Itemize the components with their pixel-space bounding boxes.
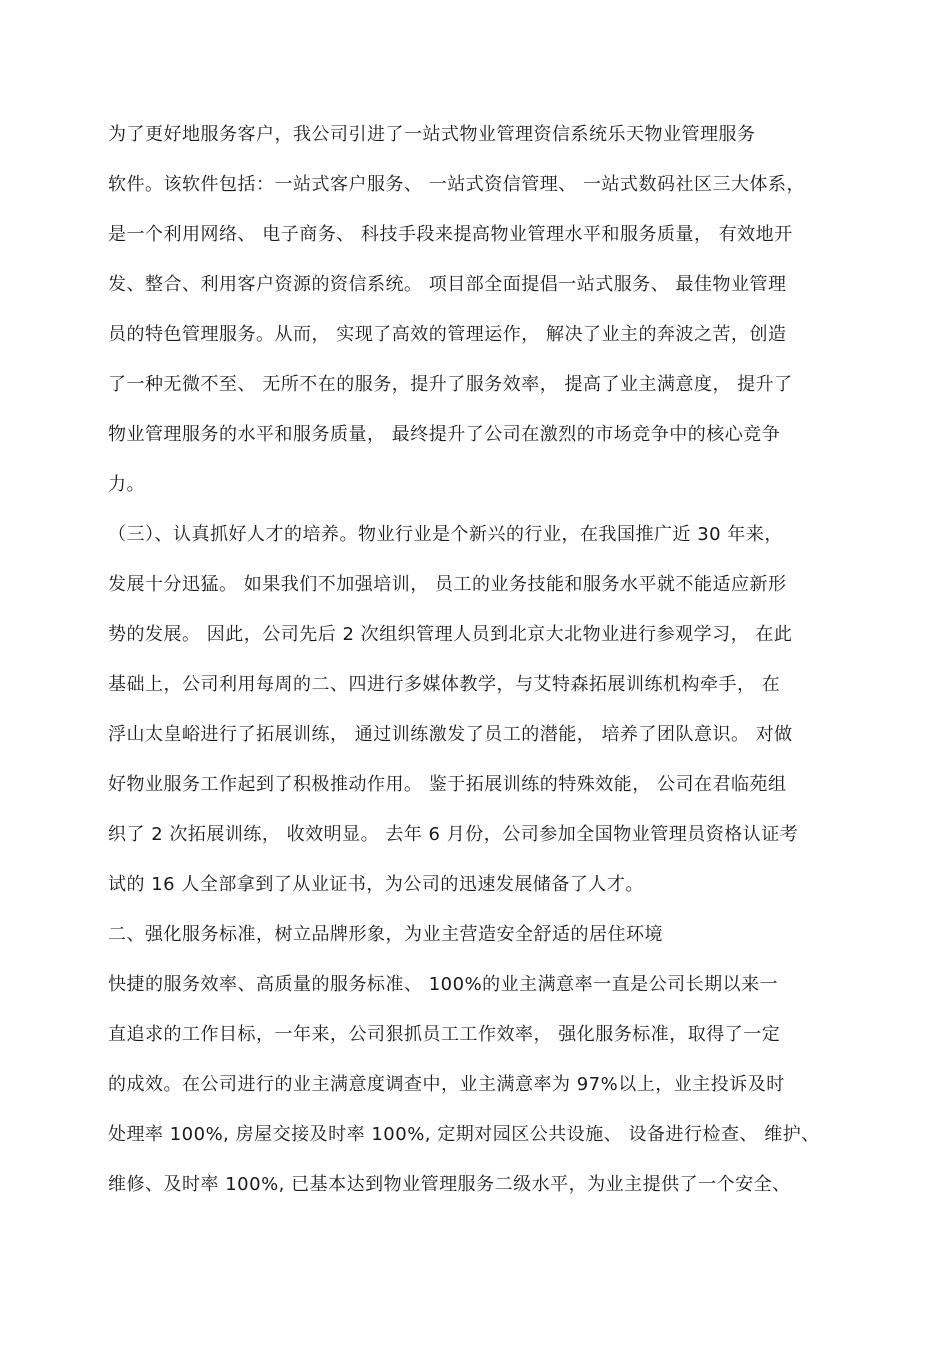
text-line: 物业管理服务的水平和服务质量， 最终提升了公司在激烈的市场竞争中的核心竞争 [108,424,781,445]
text-line: 基础上，公司利用每周的二、四进行多媒体教学，与艾特森拓展训练机构牵手， 在 [108,674,781,695]
text-line: 处理率 100%, 房屋交接及时率 100%, 定期对园区公共设施、 设备进行检查、 维护、 [108,1124,820,1145]
text-line: 员的特色管理服务。从而， 实现了高效的管理运作， 解决了业主的奔波之苦，创造 [108,324,787,345]
text-line: 力。 [108,474,145,495]
text-line: 织了 2 次拓展训练， 收效明显。 去年 6 月份，公司参加全国物业管理员资格认证考 [108,824,799,845]
text-line: 势的发展。 因此，公司先后 2 次组织管理人员到北京大北物业进行参观学习， 在此 [108,624,793,645]
text-line: （三）、认真抓好人才的培养。物业行业是个新兴的行业，在我国推广近 30 年来， [108,524,783,545]
text-line: 维修、及时率 100%, 已基本达到物业管理服务二级水平，为业主提供了一个安全、 [108,1174,791,1195]
text-line: 是一个利用网络、 电子商务、 科技手段来提高物业管理水平和服务质量， 有效地开 [108,224,793,245]
text-line: 发展十分迅猛。 如果我们不加强培训， 员工的业务技能和服务水平就不能适应新形 [108,574,787,595]
text-line: 了一种无微不至、 无所不在的服务，提升了服务效率， 提高了业主满意度， 提升了 [108,374,793,395]
text-line: 软件。该软件包括：一站式客户服务、 一站式资信管理、 一站式数码社区三大体系， [108,174,805,195]
text-line: 直追求的工作目标，一年来，公司狠抓员工工作效率， 强化服务标准，取得了一定 [108,1024,781,1045]
text-line: 好物业服务工作起到了积极推动作用。 鉴于拓展训练的特殊效能， 公司在君临苑组 [108,774,787,795]
text-line: 快捷的服务效率、高质量的服务标准、 100%的业主满意率一直是公司长期以来一 [108,974,779,995]
text-line: 浮山太皇峪进行了拓展训练， 通过训练激发了员工的潜能， 培养了团队意识。 对做 [108,724,793,745]
text-line: 试的 16 人全部拿到了从业证书，为公司的迅速发展储备了人才。 [108,874,644,895]
section-heading: 二、强化服务标准，树立品牌形象，为业主营造安全舒适的居住环境 [108,924,663,945]
text-line: 为了更好地服务客户，我公司引进了一站式物业管理资信系统乐天物业管理服务 [108,124,756,145]
text-line: 的成效。在公司进行的业主满意度调查中，业主满意率为 97%以上，业主投诉及时 [108,1074,785,1095]
text-line: 发、整合、利用客户资源的资信系统。 项目部全面提倡一站式服务、 最佳物业管理 [108,274,787,295]
